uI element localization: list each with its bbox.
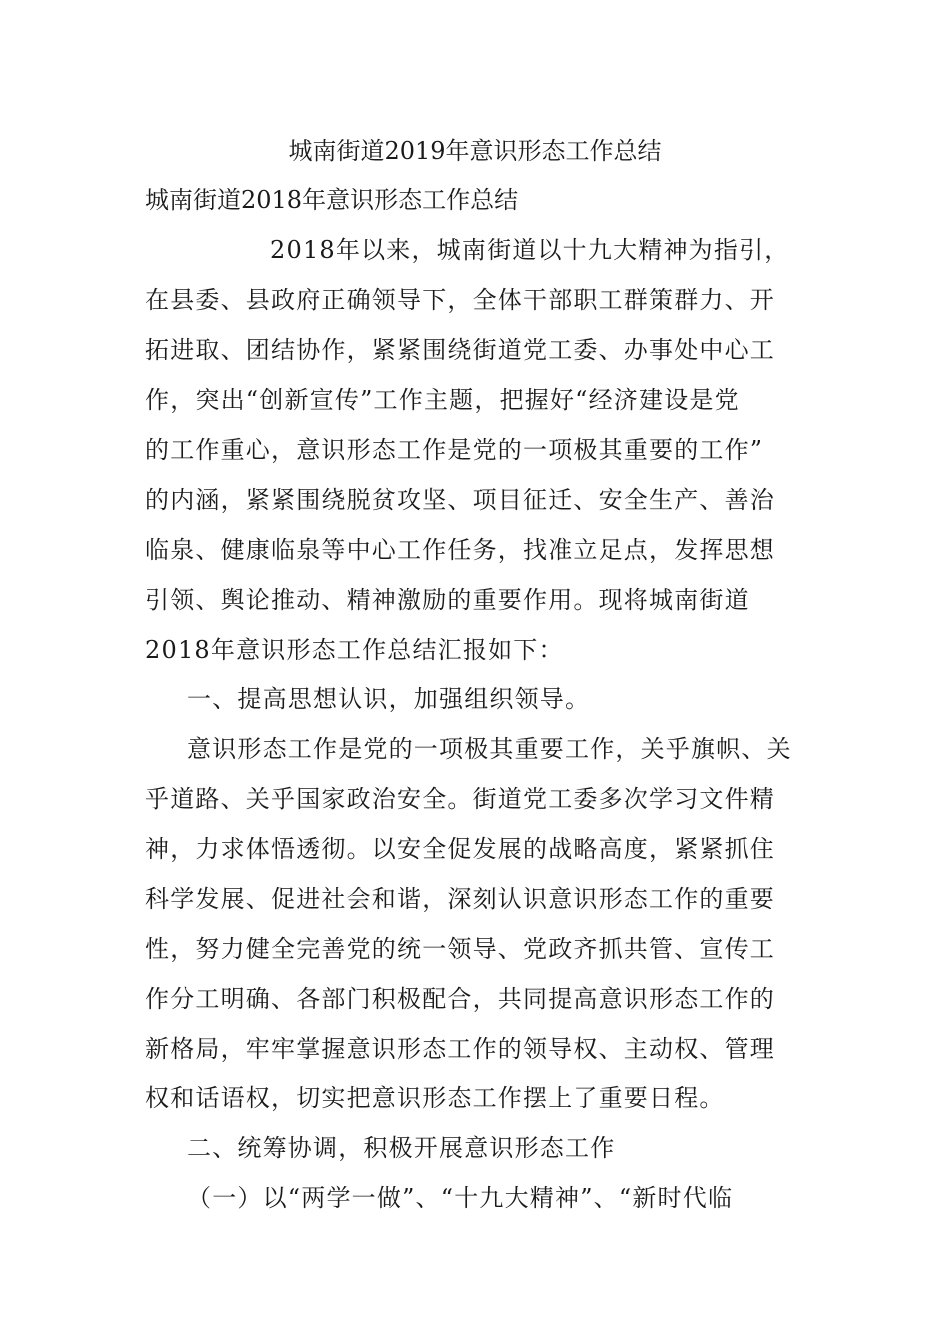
- paragraph-line: 神，力求体悟透彻。以安全促发展的战略高度，紧紧抓住: [145, 835, 775, 863]
- paragraph-line: 的内涵，紧紧围绕脱贫攻坚、项目征迁、安全生产、善治: [145, 486, 775, 514]
- paragraph-line: 性，努力健全完善党的统一领导、党政齐抓共管、宣传工: [145, 935, 775, 963]
- paragraph-line: 意识形态工作是党的一项极其重要工作，关乎旗帜、关: [187, 735, 792, 763]
- section-heading-1: 一、提高思想认识，加强组织领导。: [187, 685, 591, 713]
- section-heading-2: 二、统筹协调，积极开展意识形态工作: [187, 1134, 616, 1162]
- subsection-heading: （一）以“两学一做”、“十九大精神”、“新时代临: [187, 1184, 734, 1212]
- paragraph-line: 在县委、县政府正确领导下，全体干部职工群策群力、开: [145, 286, 775, 314]
- paragraph-line: 临泉、健康临泉等中心工作任务，找准立足点，发挥思想: [145, 536, 775, 564]
- paragraph-line: 新格局，牢牢掌握意识形态工作的领导权、主动权、管理: [145, 1035, 775, 1063]
- paragraph-line: 引领、舆论推动、精神激励的重要作用。现将城南街道: [145, 586, 750, 614]
- paragraph-line: 作分工明确、各部门积极配合，共同提高意识形态工作的: [145, 985, 775, 1013]
- paragraph-line: 权和话语权，切实把意识形态工作摆上了重要日程。: [145, 1084, 725, 1112]
- paragraph-line: 2018年以来，城南街道以十九大精神为指引，: [270, 236, 790, 264]
- paragraph-line: 科学发展、促进社会和谐，深刻认识意识形态工作的重要: [145, 885, 775, 913]
- document-title: 城南街道2019年意识形态工作总结: [288, 137, 662, 165]
- document-subtitle: 城南街道2018年意识形态工作总结: [145, 186, 519, 214]
- paragraph-line: 乎道路、关乎国家政治安全。街道党工委多次学习文件精: [145, 785, 775, 813]
- paragraph-line: 的工作重心，意识形态工作是党的一项极其重要的工作”: [145, 436, 764, 464]
- paragraph-line: 拓进取、团结协作，紧紧围绕街道党工委、办事处中心工: [145, 336, 775, 364]
- paragraph-line: 作，突出“创新宣传”工作主题，把握好“经济建设是党: [145, 386, 740, 414]
- paragraph-line: 2018年意识形态工作总结汇报如下：: [145, 636, 564, 664]
